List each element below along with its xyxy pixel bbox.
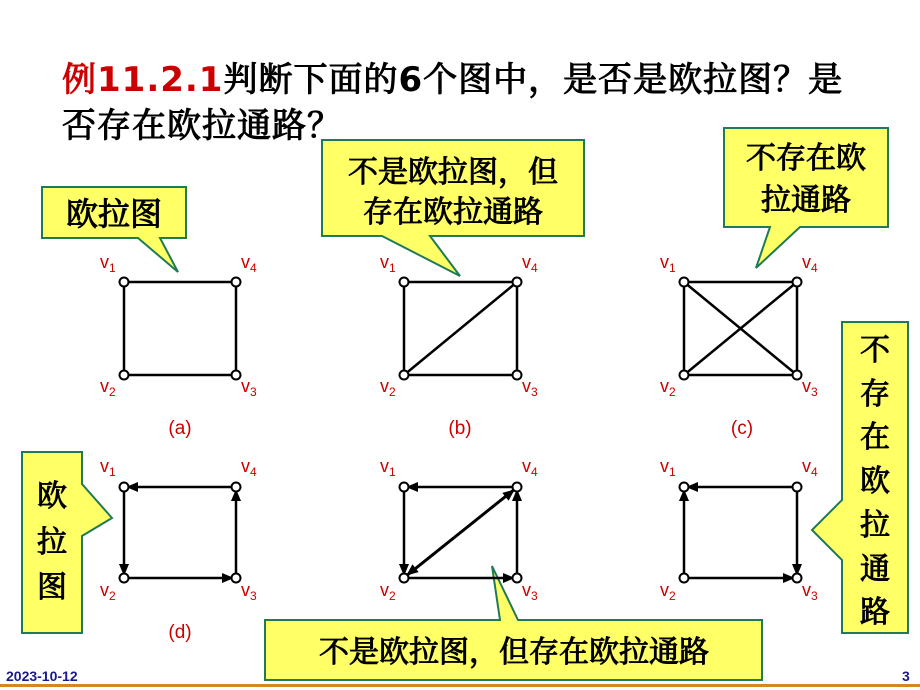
vertex-label-e-v3: $v_3$ [522, 580, 538, 603]
callout-d-char-1: 欧 [37, 479, 67, 514]
callout-f-char-4: 欧 [860, 464, 890, 499]
page-title-line1 [62, 52, 843, 101]
graph-f [684, 487, 797, 578]
vertex-label-b-v4: $v_4$ [522, 252, 538, 275]
graph-label-a: (a) [168, 418, 192, 439]
vertex-label-b-v2: $v_2$ [380, 376, 396, 399]
callout-f-char-3: 在 [860, 420, 890, 455]
vertex-label-c-v3: $v_3$ [802, 376, 818, 399]
title-text-1: 判断下面的6个图中，是否是欧拉图？是 [223, 60, 844, 100]
vertex-label-b-v1: $v_1$ [380, 252, 396, 275]
callout-f-char-2: 存 [860, 377, 890, 412]
footer-rule [0, 684, 920, 687]
callout-b-line2: 存在欧拉通路 [363, 195, 543, 230]
vertex-label-e-v1: $v_1$ [380, 456, 396, 479]
footer-date: 2023-10-12 [6, 668, 78, 684]
vertex-label-a-v2: $v_2$ [100, 376, 116, 399]
callout-b-line1: 不是欧拉图，但 [348, 155, 558, 190]
vertex-label-d-v4: $v_4$ [241, 456, 257, 479]
vertex-label-c-v2: $v_2$ [660, 376, 676, 399]
vertex-label-a-v1: $v_1$ [100, 252, 116, 275]
vertex-label-f-v2: $v_2$ [660, 580, 676, 603]
callout-d [22, 452, 112, 633]
vertex-label-e-v2: $v_2$ [380, 580, 396, 603]
page-title-line2 [62, 98, 342, 147]
vertex-label-f-v4: $v_4$ [802, 456, 818, 479]
title-text-2: 否存在欧拉通路？ [62, 106, 342, 146]
vertex-label-c-v1: $v_1$ [660, 252, 676, 275]
graph-a [124, 282, 236, 375]
vertex-label-a-v3: $v_3$ [241, 376, 257, 399]
callout-e-text: 不是欧拉图，但存在欧拉通路 [319, 635, 709, 670]
graph-label-b: (b) [448, 418, 472, 439]
callout-f-char-7: 路 [860, 595, 890, 630]
vertex-label-f-v3: $v_3$ [802, 580, 818, 603]
graph-label-d: (d) [168, 622, 192, 643]
vertex-label-d-v2: $v_2$ [100, 580, 116, 603]
callout-c-line2: 拉通路 [761, 183, 851, 218]
callout-a-text: 欧拉图 [65, 195, 163, 233]
callout-d-char-3: 图 [37, 570, 67, 605]
vertex-label-d-v3: $v_3$ [241, 580, 257, 603]
vertex-label-d-v1: $v_1$ [100, 456, 116, 479]
vertex-label-f-v1: $v_1$ [660, 456, 676, 479]
page-number: 3 [902, 668, 910, 684]
example-number: 例11.2.1 [62, 60, 224, 100]
vertex-label-a-v4: $v_4$ [241, 252, 257, 275]
graph-c [684, 282, 797, 375]
callout-f-char-1: 不 [860, 333, 890, 368]
graph-b [404, 282, 517, 375]
graph-d [124, 487, 236, 578]
vertex-label-e-v4: $v_4$ [522, 456, 538, 479]
callout-d-char-2: 拉 [37, 525, 67, 560]
graph-e [404, 487, 517, 578]
callout-f-char-5: 拉 [860, 508, 890, 543]
graph-label-c: (c) [730, 418, 754, 439]
callout-f-char-6: 通 [860, 552, 890, 587]
callout-c-line1: 不存在欧 [746, 141, 866, 176]
vertex-label-c-v4: $v_4$ [802, 252, 818, 275]
vertex-label-b-v3: $v_3$ [522, 376, 538, 399]
